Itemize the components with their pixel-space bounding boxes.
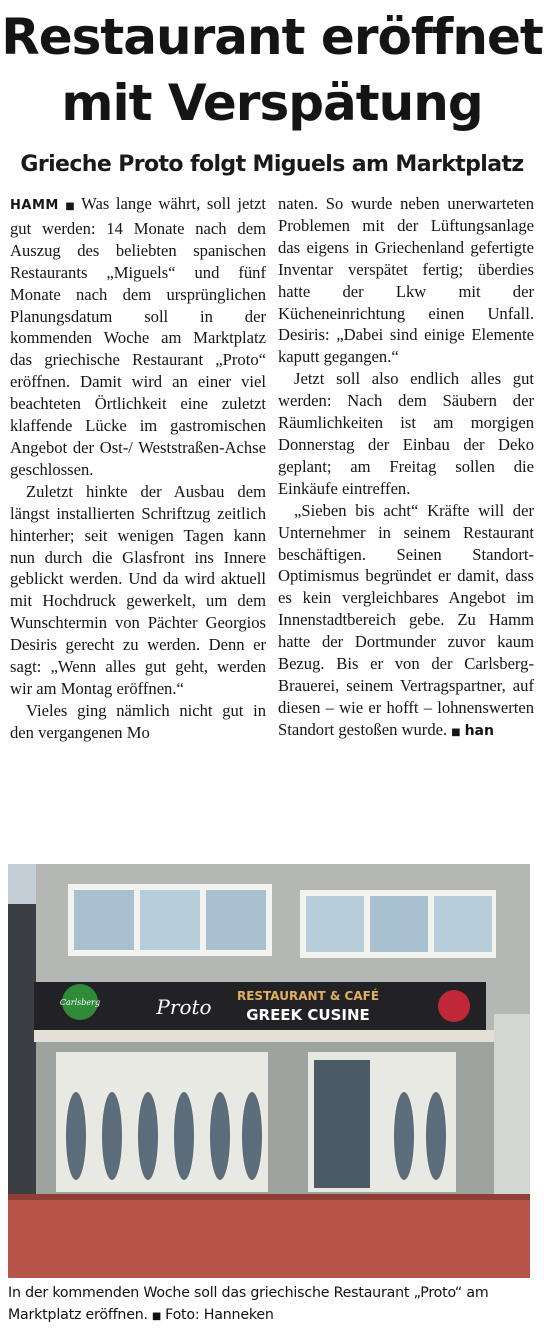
author: han	[464, 722, 494, 739]
proto-logo: Proto	[156, 995, 212, 1019]
paragraph-5-text: „Sieben bis acht“ Kräfte will der Unternehmer in seinem Restaurant beschäftigen. Seinen Standort-Optimismus begründet er damit, dass es kein vergleichbares Angebot im Innenstadtbereich gebe. Zu Hamm hatte der Dortmunder zuvor kaum Bezug. Bis er von der Carlsberg-Brauerei, seinem Vertragspartner, auf diesen – wie er hofft – lohnenswerten Standort gestoßen wurde.	[278, 500, 534, 739]
sign-greek-cuisine: GREEK CUSINE	[246, 1006, 370, 1024]
caption-text: In der kommenden Woche soll das griechische Restaurant „Proto“ am Marktplatz eröffnen.	[8, 1285, 489, 1323]
restaurant-photo	[8, 864, 530, 1278]
paragraph-5	[278, 500, 534, 744]
sign-text-layer	[8, 864, 530, 1278]
caption-separator-icon: ■	[151, 1311, 162, 1322]
end-separator-icon: ■	[451, 726, 461, 738]
article-column-left	[10, 193, 266, 744]
paragraph-4: Jetzt soll also endlich alles gut werden: Nach dem Säubern der Räumlichkeiten ist am morgigen Donnerstag der Einbau der Deko geplant; am Freitag sollen die Einkäufe eintreffen.	[278, 369, 534, 498]
paragraph-3-start: Vieles ging nämlich nicht gut in den vergangenen Mo	[10, 700, 266, 742]
sign-restaurant-cafe: RESTAURANT & CAFÉ	[236, 989, 380, 1003]
paragraph-3-continued: naten. So wurde neben unerwarteten Problemen mit der Lüftungsanlage das eigens in Griechenland gefertigte Inventar verspätet fertig; überdies hatte der Lkw mit der Kücheneinrichtung einen Unfall. Desiris: „Dabei sind einige Elemente kaputt gegangen.“	[278, 194, 534, 367]
separator-icon: ■	[62, 201, 78, 212]
headline-line-1: Restaurant eröffnet	[1, 8, 543, 66]
dateline: HAMM	[10, 198, 59, 213]
subheadline: Grieche Proto folgt Miguels am Marktplatz	[20, 152, 524, 177]
paragraph-1	[10, 193, 266, 481]
brand-logo: Carlsberg	[59, 998, 101, 1007]
photo-caption	[8, 1282, 536, 1328]
photo-credit: Foto: Hanneken	[165, 1307, 274, 1323]
article-column-right	[278, 193, 534, 744]
headline	[0, 4, 544, 136]
paragraph-1-text: Was lange währt, soll jetzt gut werden: 14 Monate nach dem Auszug des beliebten spanischen Restaurants „Miguels“ und fünf Monate nach dem ursprünglichen Planungsdatum soll in der kommenden Woche am Marktplatz das griechische Restaurant „Proto“ eröffnen. Damit wird an einer viel beachteten Örtlichkeit eine zuletzt klaffende Lücke im gastromischen Angebot der Ost-/ Weststraßen-Achse geschlossen.	[10, 194, 266, 479]
paragraph-2: Zuletzt hinkte der Ausbau dem längst installierten Schriftzug zeitlich hinterher; seit wenigen Tagen kann nun durch die Glasfront ins Innere geblickt werden. Und da wird aktuell mit Hochdruck gewerkelt, um dem Wunschtermin von Pächter Georgios Desiris gerecht zu werden. Denn er sagt: „Wenn alles gut geht, werden wir am Montag eröffnen.“	[10, 481, 266, 698]
headline-line-2: mit Verspätung	[61, 74, 483, 132]
